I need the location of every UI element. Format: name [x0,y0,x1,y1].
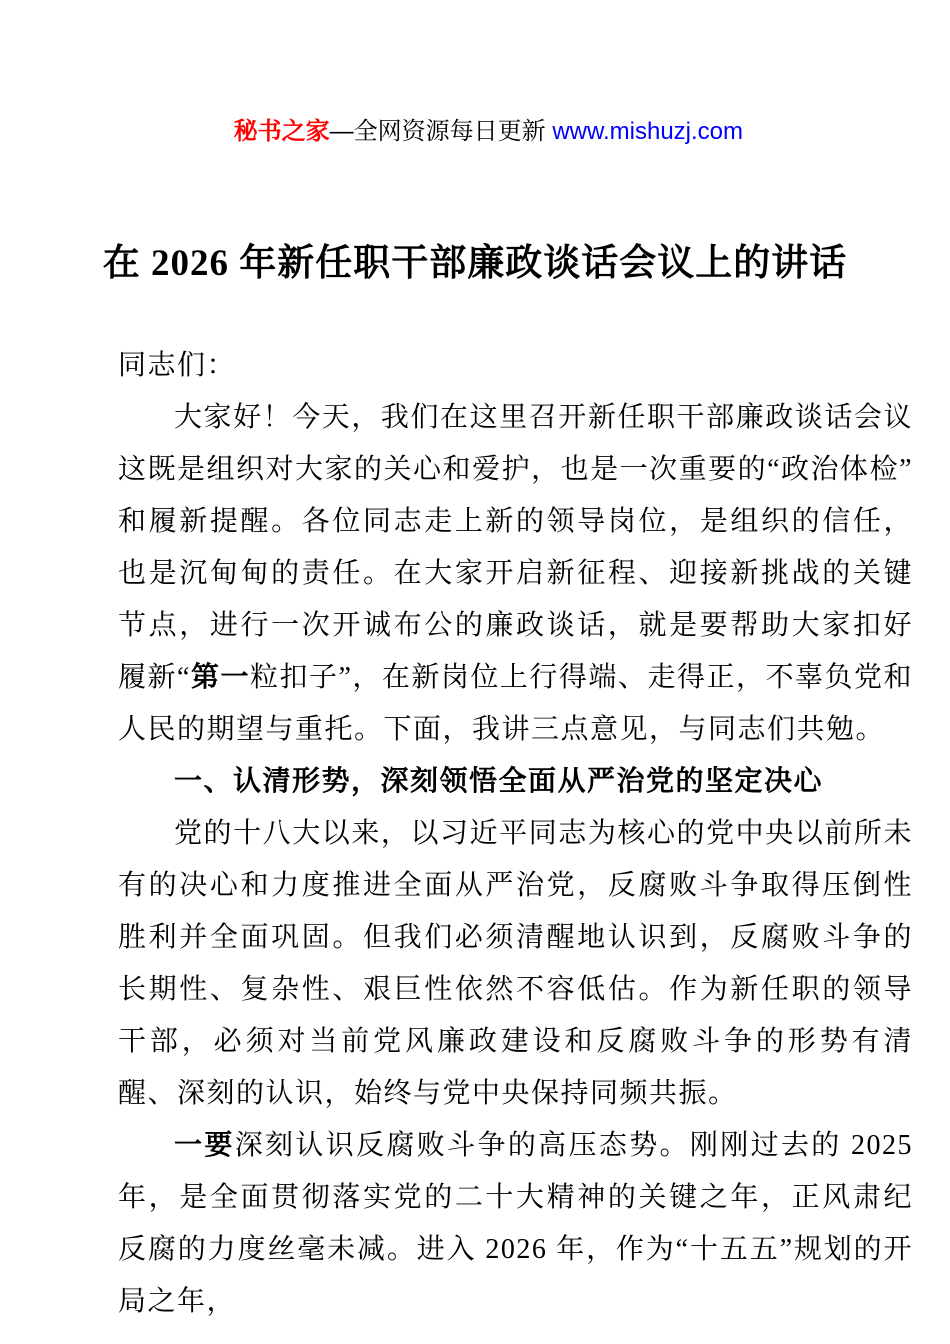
paragraph-opening [118,392,913,756]
section-heading-text: 一、认清形势，深刻领悟全面从严治党的坚定决心 [174,766,824,797]
text-run: 党的十八大以来，以习近平同志为核心的党中央以前所未有的决心和力度推进全面从严治党，反腐败斗争取得压倒性胜利并全面巩固。但我们必须清醒地认识到，反腐败斗争的长期性、复杂性、艰巨性依然不容低估。作为新任职的领导干部，必须对当前党风廉政建设和反腐败斗争的形势有清醒、深刻的认识，始终与党中央保持同频共振。 [118,818,913,1109]
site-brand: 秘书之家 [233,118,330,145]
site-url-link[interactable]: www.mishuzj.com [552,118,744,145]
text-run: 深刻认识反腐败斗争的高压态势。刚刚过去的 2025 年，是全面贯彻落实党的二十大精神的关键之年，正风肃纪反腐的力度丝毫未减。进入 2026 年，作为“十五五”规划的开局之年， [118,1130,913,1317]
site-tagline: —全网资源每日更新 [329,118,553,145]
paragraph-point-one [118,1120,913,1328]
section-heading-1 [118,756,913,808]
text-run-bold: 第一 [190,662,250,693]
paragraph-situation [118,808,913,1120]
document-title: 在 2026 年新任职干部廉政谈话会议上的讲话 [102,243,848,284]
text-run-bold: 一要 [174,1130,235,1161]
text-run: 大家好！今天，我们在这里召开新任职干部廉政谈话会议这既是组织对大家的关心和爱护，也是一次重要的“政治体检”和履新提醒。各位同志走上新的领导岗位，是组织的信任，也是沉甸甸的责任。在大家开启新征程、迎接新挑战的关键节点，进行一次开诚布公的廉政谈话，就是要帮助大家扣好履新“ [118,402,913,693]
document-body [118,340,913,1328]
text-run: 粒扣子”，在新岗位上行得端、走得正，不辜负党和人民的期望与重托。下面，我讲三点意见，与同志们共勉。 [118,662,913,745]
salutation: 同志们： [118,350,237,381]
site-header [0,0,950,180]
